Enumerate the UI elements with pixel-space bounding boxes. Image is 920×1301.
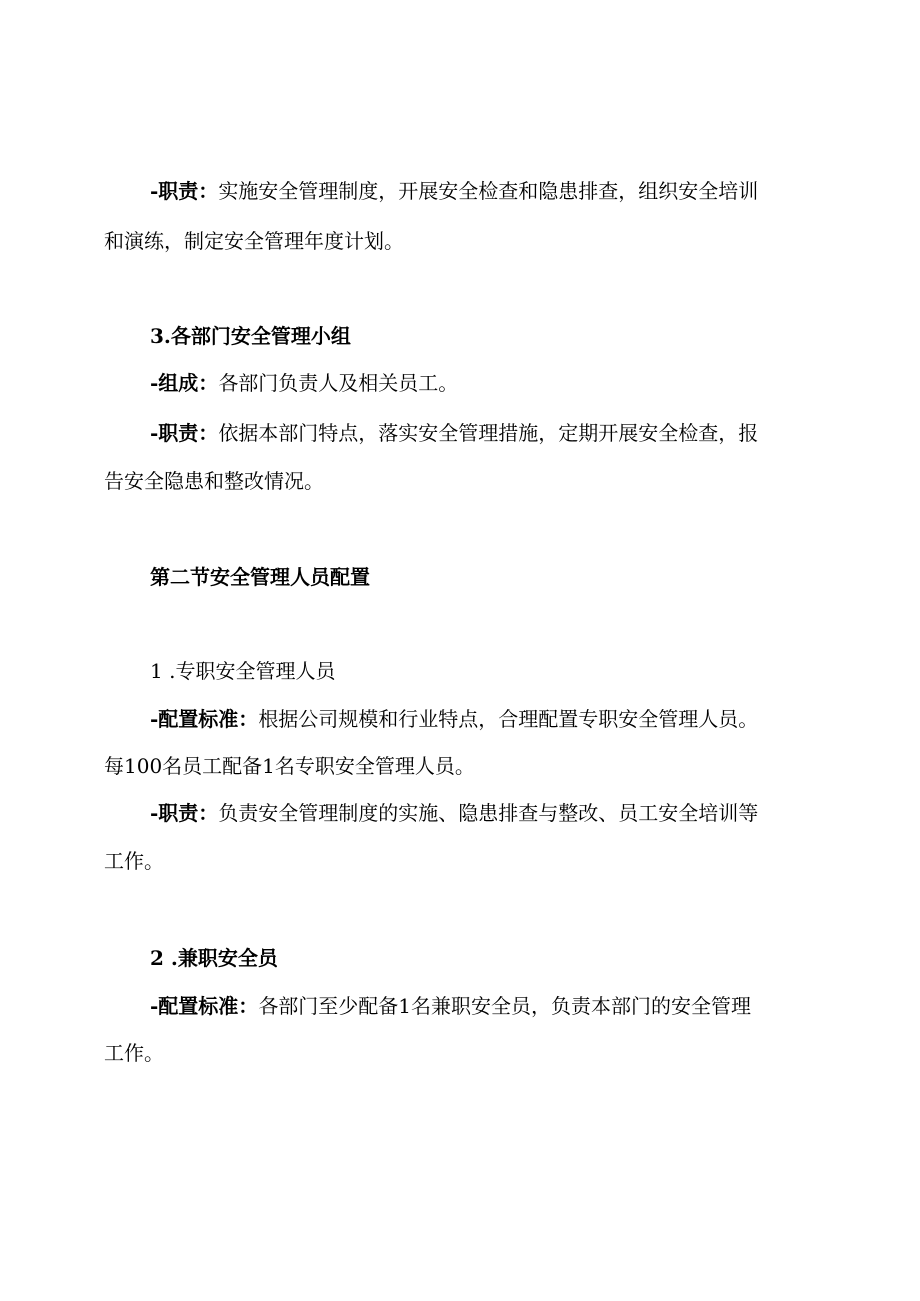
duty-paragraph-line [104, 467, 324, 495]
standard-paragraph-line [150, 992, 751, 1020]
composition-label: -组成： [150, 371, 219, 395]
section-title: 第二节安全管理人员配置 [150, 565, 370, 589]
duty-paragraph-line [104, 227, 404, 255]
duty-text: 实施安全管理制度，开展安全检查和隐患排查，组织安全培训 [218, 179, 759, 203]
section-heading: 3.各部门安全管理小组 [150, 324, 351, 348]
composition-line [150, 369, 458, 397]
duty-label: -职责： [150, 421, 219, 445]
duty-text: 负责安全管理制度的实施、隐患排查与整改、员工安全培训等 [218, 801, 759, 825]
standard-paragraph-line [104, 1039, 164, 1067]
standard-paragraph-line [150, 705, 758, 733]
standard-text: 工作。 [104, 1041, 164, 1065]
duty-text: 依据本部门特点，落实安全管理措施，定期开展安全检查，报 [218, 421, 759, 445]
standard-label: -配置标准： [150, 994, 259, 1018]
duty-paragraph-line [150, 799, 758, 827]
duty-text: 告安全隐患和整改情况。 [104, 469, 324, 493]
standard-text: 根据公司规模和行业特点，合理配置专职安全管理人员。 [258, 707, 759, 731]
duty-label: -职责： [150, 179, 219, 203]
standard-label: -配置标准： [150, 707, 259, 731]
standard-text: 每100名员工配备1名专职安全管理人员。 [104, 754, 475, 778]
item-heading-text: 2 .兼职安全员 [150, 946, 278, 970]
duty-text: 和演练，制定安全管理年度计划。 [104, 229, 404, 253]
duty-paragraph-line [150, 177, 758, 205]
item-heading [150, 944, 278, 972]
duty-paragraph-line [150, 419, 758, 447]
standard-paragraph-line [104, 752, 475, 780]
duty-label: -职责： [150, 801, 219, 825]
standard-text: 各部门至少配备1名兼职安全员，负责本部门的安全管理 [258, 994, 752, 1018]
item-heading [150, 657, 335, 685]
duty-paragraph-line [104, 847, 164, 875]
item-heading-text: 1 .专职安全管理人员 [150, 659, 336, 683]
duty-text: 工作。 [104, 849, 164, 873]
composition-text: 各部门负责人及相关员工。 [218, 371, 459, 395]
